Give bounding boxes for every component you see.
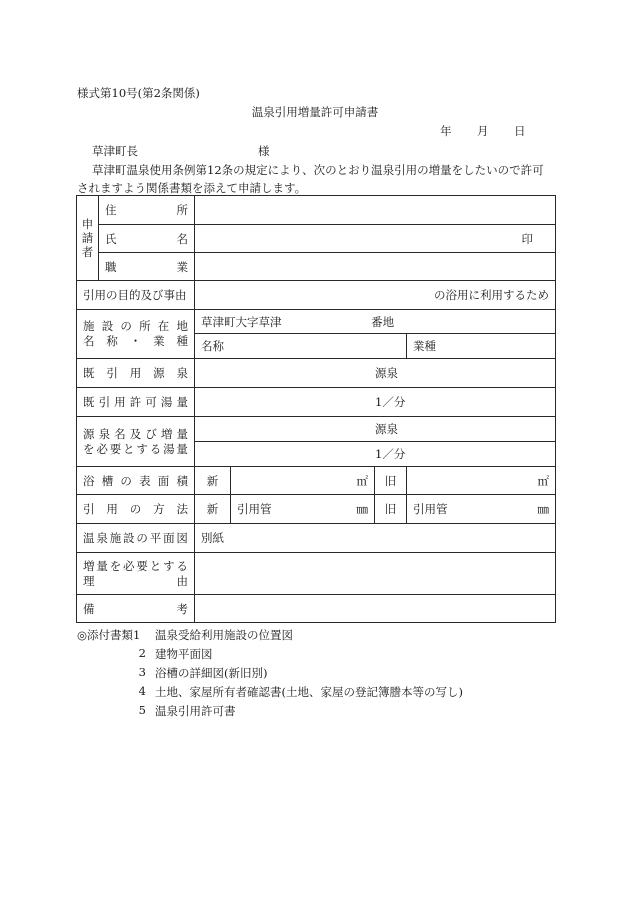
reason-label <box>77 553 195 595</box>
method-old-label: 旧 <box>375 495 407 524</box>
label-char: る <box>149 441 162 456</box>
label-char: 泉 <box>98 426 111 441</box>
label-char: 要 <box>136 558 148 573</box>
row-existing-source <box>77 359 556 388</box>
remarks-field[interactable] <box>195 595 556 623</box>
label-char: 引 <box>106 366 118 380</box>
existing-volume-unit: 1／分 <box>375 395 406 409</box>
label-char: 所 <box>176 203 188 217</box>
label-char: 湯 <box>160 395 173 409</box>
existing-volume-field[interactable] <box>195 388 556 417</box>
label-char: 量 <box>176 395 188 409</box>
bath-area-label <box>77 467 195 495</box>
label-char: 業 <box>176 259 188 274</box>
date-month: 月 <box>477 124 489 138</box>
reason-field[interactable] <box>195 553 556 595</box>
label-char: 温 <box>83 531 95 545</box>
label-char: 量 <box>176 441 188 456</box>
date-year: 年 <box>440 124 452 138</box>
purpose-field[interactable] <box>195 281 556 310</box>
purpose-suffix: の浴用に利用するため <box>434 288 549 302</box>
label-char: 既 <box>83 395 95 409</box>
label-char: 備 <box>83 601 95 616</box>
label-char: 浴 <box>83 473 95 488</box>
row-name <box>77 225 556 253</box>
bath-area-old-label: 旧 <box>375 467 407 495</box>
name-label <box>99 225 195 253</box>
method-old-pipe-label: 引用管 <box>413 502 448 516</box>
bath-area-new-field[interactable] <box>231 467 375 495</box>
method-old-unit: ㎜ <box>537 502 549 516</box>
method-new-label: 新 <box>195 495 231 524</box>
label-char: 可 <box>145 395 157 409</box>
label-char: 面 <box>157 473 170 488</box>
label-char: 泉 <box>176 366 188 380</box>
label-char: 所 <box>139 319 151 333</box>
floor-plan-field[interactable] <box>195 524 556 553</box>
date-line <box>440 123 526 139</box>
label-char: 源 <box>153 366 165 380</box>
method-label <box>77 495 195 524</box>
document-title: 温泉引用増量許可申請書 <box>251 105 379 119</box>
attachment-item-1: 温泉受給利用施設の位置図 <box>155 628 293 642</box>
address-field[interactable] <box>195 196 556 225</box>
body-text-line-2: されますよう関係書類を添えて申請します。 <box>77 181 307 195</box>
label-char: す <box>163 558 175 573</box>
label-char: 設 <box>123 531 135 545</box>
attachment-num-5: 5 <box>138 703 146 717</box>
label-char: 職 <box>105 259 117 274</box>
label-char: 名 <box>176 231 188 246</box>
facility-label-line-2 <box>83 334 188 349</box>
facility-label-line-1 <box>83 319 188 334</box>
row-bath-area <box>77 467 556 495</box>
attachment-num-2: 2 <box>138 646 146 660</box>
facility-name-field[interactable] <box>195 334 407 359</box>
label-char: 住 <box>105 203 117 217</box>
label-char: 図 <box>176 531 188 545</box>
label-char: す <box>136 441 148 456</box>
application-table <box>76 195 556 623</box>
attachment-item-4: 土地、家屋所有者確認書(土地、家屋の登記簿謄本等の写し) <box>155 685 463 699</box>
label-char: 必 <box>96 441 108 456</box>
attachment-item-2: 建物平面図 <box>155 647 213 661</box>
label-char: 平 <box>149 531 162 545</box>
label-char: 種 <box>176 334 188 348</box>
floor-plan-label <box>77 524 195 553</box>
source-increase-label <box>77 417 195 467</box>
label-char: 及 <box>129 426 142 441</box>
facility-name-label: 名称 <box>201 339 224 353</box>
row-source-increase-name <box>77 417 556 442</box>
row-reason <box>77 553 556 595</box>
row-address <box>77 196 556 225</box>
applicant-char-2: 請 <box>81 231 94 245</box>
existing-volume-label <box>77 388 195 417</box>
addressee: 草津町長 <box>92 144 138 158</box>
label-char: 名 <box>83 334 95 348</box>
label-char: 称 <box>106 334 118 348</box>
applicant-char-3: 者 <box>81 245 94 259</box>
label-char: 用 <box>129 366 142 380</box>
bath-area-old-field[interactable] <box>407 467 556 495</box>
label-char: を <box>109 558 122 573</box>
label-char: 用 <box>114 395 126 409</box>
addressee-suffix: 様 <box>258 144 270 158</box>
label-char: 法 <box>176 502 188 516</box>
label-char: 用 <box>106 502 118 516</box>
row-method <box>77 495 556 524</box>
label-char: 設 <box>101 319 114 333</box>
label-char: 由 <box>176 573 188 588</box>
row-purpose <box>77 281 556 310</box>
label-char: 理 <box>83 573 95 588</box>
attachment-item-5: 温泉引用許可書 <box>155 704 236 718</box>
applicant-char-1: 申 <box>81 217 94 231</box>
label-char: を <box>83 441 95 456</box>
attachments-heading: ◎添付書類1 <box>77 628 141 642</box>
label-char: の <box>129 502 142 516</box>
label-char: 源 <box>83 426 95 441</box>
method-new-unit: ㎜ <box>356 502 368 516</box>
label-char: 既 <box>83 366 95 380</box>
row-floor-plan <box>77 524 556 553</box>
source-increase-label-line-1 <box>83 427 188 442</box>
label-char: 槽 <box>101 473 114 488</box>
applicant-group-label <box>77 196 99 281</box>
attachment-item-3: 浴槽の詳細図(新旧別) <box>155 666 268 680</box>
label-char: 氏 <box>105 231 117 246</box>
label-char: び <box>145 426 157 441</box>
remarks-label <box>77 595 195 623</box>
source-increase-volume-field[interactable] <box>195 442 556 467</box>
occupation-label <box>99 253 195 281</box>
label-char: 必 <box>123 558 135 573</box>
label-char: 面 <box>163 531 175 545</box>
reason-label-line-1 <box>83 559 188 574</box>
existing-source-label <box>77 359 195 388</box>
attachment-num-4: 4 <box>138 684 146 698</box>
method-new-pipe-label: 引用管 <box>237 502 272 516</box>
purpose-label: 引用の目的及び事由 <box>77 281 195 310</box>
label-char: の <box>120 319 132 333</box>
label-char: 施 <box>109 531 122 545</box>
body-text-line-1: 草津町温泉使用条例第12条の規定により、次のとおり温泉引用の増量をしたいので許可 <box>92 163 544 177</box>
label-char: 増 <box>83 558 95 573</box>
source-increase-label-line-2 <box>83 442 188 457</box>
label-char: る <box>176 558 188 573</box>
label-char: 量 <box>96 558 108 573</box>
bath-area-new-unit: ㎡ <box>356 473 368 488</box>
label-char: 引 <box>98 395 111 409</box>
label-char: 表 <box>139 473 151 488</box>
label-char: 許 <box>129 395 142 409</box>
label-char: 積 <box>176 473 188 488</box>
location-suffix: 番地 <box>371 314 395 329</box>
name-field[interactable] <box>195 225 556 253</box>
label-char: 方 <box>153 502 165 516</box>
label-char: 増 <box>160 426 173 441</box>
method-new-field[interactable] <box>231 495 375 524</box>
label-char: 名 <box>114 426 126 441</box>
existing-source-unit: 源泉 <box>375 366 398 380</box>
label-char: 業 <box>153 334 165 348</box>
label-char: ・ <box>129 334 142 348</box>
label-char: 泉 <box>96 531 108 545</box>
existing-source-field[interactable] <box>195 359 556 388</box>
bath-area-old-unit: ㎡ <box>537 473 549 488</box>
date-day: 日 <box>514 124 526 138</box>
facility-label <box>77 310 195 359</box>
label-char: 考 <box>176 601 188 616</box>
label-char: の <box>120 473 132 488</box>
bath-area-new-label: 新 <box>195 467 231 495</box>
occupation-field[interactable] <box>195 253 556 281</box>
label-char: 地 <box>176 319 188 333</box>
address-label <box>99 196 195 225</box>
form-number: 様式第10号(第2条関係) <box>77 86 200 100</box>
facility-business-field[interactable] <box>407 334 556 359</box>
row-remarks <box>77 595 556 623</box>
attachment-num-3: 3 <box>138 665 146 679</box>
row-facility-location <box>77 310 556 334</box>
label-char: 湯 <box>163 441 175 456</box>
reason-label-line-2 <box>83 574 188 589</box>
label-char: 量 <box>176 426 188 441</box>
location-prefix: 草津町大字草津 <box>201 314 282 329</box>
source-increase-name-field[interactable] <box>195 417 556 442</box>
label-char: と <box>123 441 135 456</box>
source-increase-source-unit: 源泉 <box>375 422 398 436</box>
facility-location-field[interactable] <box>195 310 556 334</box>
label-char: 施 <box>83 319 95 333</box>
label-char: 在 <box>157 319 170 333</box>
label-char: と <box>149 558 162 573</box>
source-increase-volume-unit: 1／分 <box>375 447 406 461</box>
label-char: の <box>136 531 148 545</box>
method-old-field[interactable] <box>407 495 556 524</box>
row-existing-volume <box>77 388 556 417</box>
label-char: 要 <box>109 441 122 456</box>
seal-mark: 印 <box>521 231 533 246</box>
row-occupation <box>77 253 556 281</box>
floor-plan-value: 別紙 <box>201 531 224 545</box>
facility-business-label: 業種 <box>413 339 436 353</box>
label-char: 引 <box>83 502 95 516</box>
